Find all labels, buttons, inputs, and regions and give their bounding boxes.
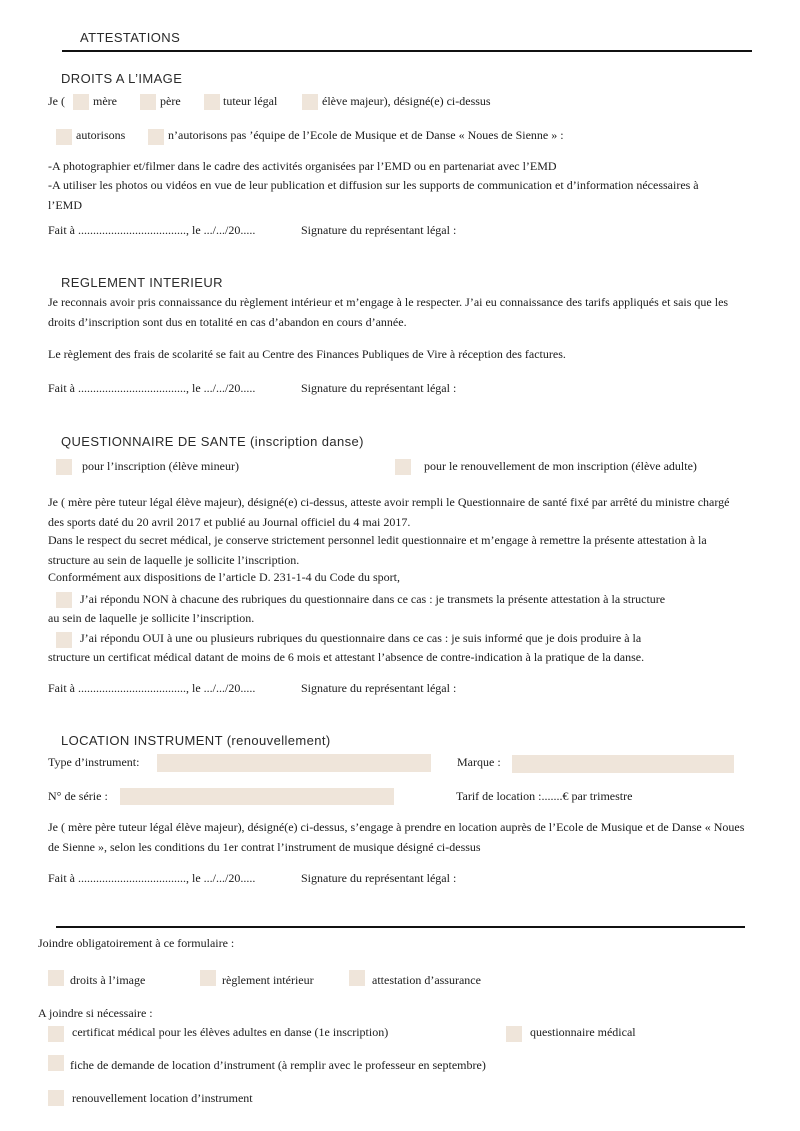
checkbox-fiche-location[interactable] [48, 1055, 64, 1071]
repondu-non-line-2: au sein de laquelle je sollicite l’inscription. [48, 611, 255, 625]
repondu-non-line-1: J’ai répondu NON à chacune des rubriques du questionnaire dans ce cas : je transmets la présente attestation à la structure [80, 592, 666, 606]
footer-divider [56, 926, 745, 928]
checkbox-autorisons[interactable] [56, 129, 72, 145]
checkbox-mere[interactable] [73, 94, 89, 110]
checkbox-inscription-mineur[interactable] [56, 459, 72, 475]
tarif-location: Tarif de location :.......€ par trimestre [456, 789, 633, 803]
checkbox-renouvellement-location[interactable] [48, 1090, 64, 1106]
numero-serie-label: N° de série : [48, 789, 108, 803]
label-fiche-location: fiche de demande de location d’instrument (à remplir avec le professeur en septembre) [70, 1058, 486, 1072]
label-certificat-medical: certificat médical pour les élèves adultes en danse (1e inscription) [72, 1025, 389, 1039]
reglement-paragraph-1: Je reconnais avoir pris connaissance du règlement intérieur et m’engage à le respecter. J’ai eu connaissance des tarifs appliqués et sais que les droits d’inscription sont dus en totalité en cas d’abandon en cours d’année. [48, 295, 729, 329]
location-title: LOCATION INSTRUMENT (renouvellement) [61, 733, 331, 748]
fait-a-droits-image: Fait à ...................................., le .../.../20..... [48, 223, 256, 237]
label-joindre-reglement: règlement intérieur [222, 973, 314, 987]
signature-label-droits-image: Signature du représentant légal : [301, 223, 457, 237]
marque-label: Marque : [457, 755, 501, 769]
sante-paragraph-1: Je ( mère père tuteur légal élève majeur), désigné(e) ci-dessus, atteste avoir rempli le Questionnaire de santé fixé par arrêté du ministre chargé des sports daté du 20 avril 2017 et publié au Journal officiel du 4 mai 2017. [48, 495, 730, 529]
label-inscription-mineur: pour l’inscription (élève mineur) [82, 459, 239, 473]
label-eleve-majeur: élève majeur), désigné(e) ci-dessus [322, 94, 491, 108]
marque-field[interactable] [512, 755, 734, 773]
droits-image-title: DROITS A L’IMAGE [61, 71, 183, 86]
attestations-divider [62, 50, 752, 52]
je-prefix: Je ( [48, 94, 65, 108]
label-joindre-assurance: attestation d’assurance [372, 973, 481, 987]
checkbox-joindre-assurance[interactable] [349, 970, 365, 986]
checkbox-certificat-medical[interactable] [48, 1026, 64, 1042]
fait-a-reglement: Fait à ...................................., le .../.../20..... [48, 381, 256, 395]
si-necessaire-title: A joindre si nécessaire : [38, 1006, 153, 1020]
checkbox-tuteur-legal[interactable] [204, 94, 220, 110]
sante-paragraph-2: Dans le respect du secret médical, je conserve strictement personnel ledit questionnaire et m’engage à remettre la présente attestation à la structure au sein de laquelle je sollicite l’inscription. [48, 533, 707, 567]
label-questionnaire-medical: questionnaire médical [530, 1025, 636, 1039]
signature-label-sante: Signature du représentant légal : [301, 681, 457, 695]
droits-image-line-2: -A utiliser les photos ou vidéos en vue de leur publication et diffusion sur les supports de communication et d’information nécessaires à l’EMD [48, 178, 699, 212]
location-paragraph: Je ( mère père tuteur légal élève majeur), désigné(e) ci-dessus, s’engage à prendre en location auprès de l’Ecole de Musique et de Danse « Noues de Sienne », selon les conditions du 1er contrat l’instrument de musique désigné ci-dessus [48, 820, 745, 854]
checkbox-nautorisons-pas[interactable] [148, 129, 164, 145]
droits-image-line-1: -A photographier et/filmer dans le cadre des activités organisées par l’EMD ou en partenariat avec l’EMD [48, 159, 557, 173]
label-nautorisons-pas: n’autorisons pas ’équipe de l’Ecole de Musique et de Danse « Noues de Sienne » : [168, 128, 564, 142]
label-renouvellement-location: renouvellement location d’instrument [72, 1091, 253, 1105]
repondu-oui-line-2: structure un certificat médical datant de moins de 6 mois et attestant l’absence de contre-indication à la pratique de la danse. [48, 650, 645, 664]
checkbox-joindre-reglement[interactable] [200, 970, 216, 986]
type-instrument-label: Type d’instrument: [48, 755, 140, 769]
label-mere: mère [93, 94, 117, 108]
signature-label-location: Signature du représentant légal : [301, 871, 457, 885]
checkbox-joindre-droits-image[interactable] [48, 970, 64, 986]
sante-paragraph-3: Conformément aux dispositions de l’article D. 231-1-4 du Code du sport, [48, 570, 400, 584]
checkbox-repondu-oui[interactable] [56, 632, 72, 648]
checkbox-eleve-majeur[interactable] [302, 94, 318, 110]
checkbox-questionnaire-medical[interactable] [506, 1026, 522, 1042]
numero-serie-field[interactable] [120, 788, 394, 805]
sante-title: QUESTIONNAIRE DE SANTE (inscription danse) [61, 434, 364, 449]
label-tuteur-legal: tuteur légal [223, 94, 278, 108]
fait-a-location: Fait à ...................................., le .../.../20..... [48, 871, 256, 885]
label-renouvellement-adulte: pour le renouvellement de mon inscription (élève adulte) [424, 459, 697, 473]
repondu-oui-line-1: J’ai répondu OUI à une ou plusieurs rubriques du questionnaire dans ce cas : je suis informé que je dois produire à la [80, 631, 642, 645]
checkbox-repondu-non[interactable] [56, 592, 72, 608]
label-autorisons: autorisons [76, 128, 126, 142]
label-joindre-droits-image: droits à l’image [70, 973, 146, 987]
fait-a-sante: Fait à ...................................., le .../.../20..... [48, 681, 256, 695]
type-instrument-field[interactable] [157, 754, 431, 772]
label-pere: père [160, 94, 181, 108]
joindre-title: Joindre obligatoirement à ce formulaire : [38, 936, 235, 950]
checkbox-pere[interactable] [140, 94, 156, 110]
signature-label-reglement: Signature du représentant légal : [301, 381, 457, 395]
reglement-paragraph-2: Le règlement des frais de scolarité se fait au Centre des Finances Publiques de Vire à réception des factures. [48, 347, 566, 361]
checkbox-renouvellement-adulte[interactable] [395, 459, 411, 475]
reglement-title: REGLEMENT INTERIEUR [61, 275, 223, 290]
attestations-title: ATTESTATIONS [80, 30, 181, 45]
